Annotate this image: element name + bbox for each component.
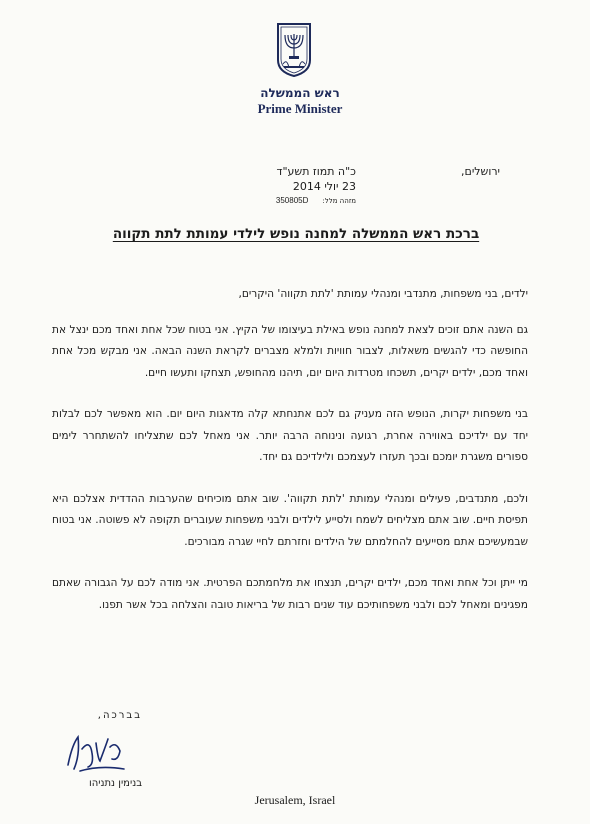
reference-line <box>276 196 356 205</box>
date-hebrew: כ"ה תמוז תשע"ד <box>276 165 356 178</box>
reference-label: מזהה מלל: <box>322 197 356 205</box>
paragraph-2: בני משפחות יקרות, הנופש הזה מעניק גם לכם אתנחתא קלה מדאגות היום יום. הוא מאפשר לכם לבלות יחד עם ילדיכם באווירה אחרת, רגועה ונינוחה הרבה יותר. אני מאחל לכם שתצליחו להשתחרר לימים ספורים משגרת יומכם ובכך תעזרו לעצמכם ולילדיכם גם יחד. <box>52 408 528 463</box>
signer-name: בנימין נתניהו <box>88 778 142 789</box>
paragraph-4: מי ייתן וכל אחת ואחד מכם, ילדים יקרים, תנצחו את מלחמתכם הפרטית. אני מודה לכם על הגבורה שאתם מפגינים ומאחל לכם ולבני משפחותיכם עוד שנים רבות של בריאות טובה והצלחה בכל אשר תפנו. <box>52 577 528 611</box>
closing-salutation: בברכה, <box>97 710 142 721</box>
date-gregorian: 23 יולי 2014 <box>292 180 356 193</box>
paragraph-1: גם השנה אתם זוכים לצאת למחנה נופש באילת בעיצומו של הקיץ. אני בטוח שכל אחת ואחד מכם ינצל את החופשה כדי להגשים משאלות, לצבור חוויות ולמלא מצברים לקראת השנה הבאה. אני מבקש מכל אחת ואחד מכם, ילדים יקרים, תשכחו מטרדות היום יום, תיהנו מהחופש, תצחקו ותעשו חיים. <box>52 323 528 379</box>
office-title-hebrew: ראש הממשלה <box>260 86 340 100</box>
letter-title: ברכת ראש הממשלה למחנה נופש לילדי עמותת לתת תקווה <box>112 226 480 242</box>
reference-number: 350805D <box>275 196 309 205</box>
handwritten-signature <box>60 725 130 775</box>
dateline-place: ירושלים, <box>461 165 500 178</box>
office-title-english: Prime Minister <box>257 101 343 116</box>
letter-body <box>52 284 528 636</box>
paragraph-3: ולכם, מתנדבים, פעילים ומנהלי עמותת 'לתת תקווה'. שוב אתם מוכיחים שהערבות ההדדית אצלכם היא תפיסת חיים. שוב אתם מצליחים לשמח ולסייע לילדים ולבני משפחות שעוברים תקופה לא פשוטה. אני בטוח שבמעשיכם אתם מסייעים להחלמתם של הילדים וחזרתם לחיי שגרה מבורכים. <box>52 492 528 548</box>
letter-greeting: ילדים, בני משפחות, מתנדבי ומנהלי עמותת 'לתת תקווה' היקרים, <box>238 288 528 300</box>
menorah-emblem-icon <box>274 22 314 78</box>
footer-location: Jerusalem, Israel <box>254 793 336 807</box>
